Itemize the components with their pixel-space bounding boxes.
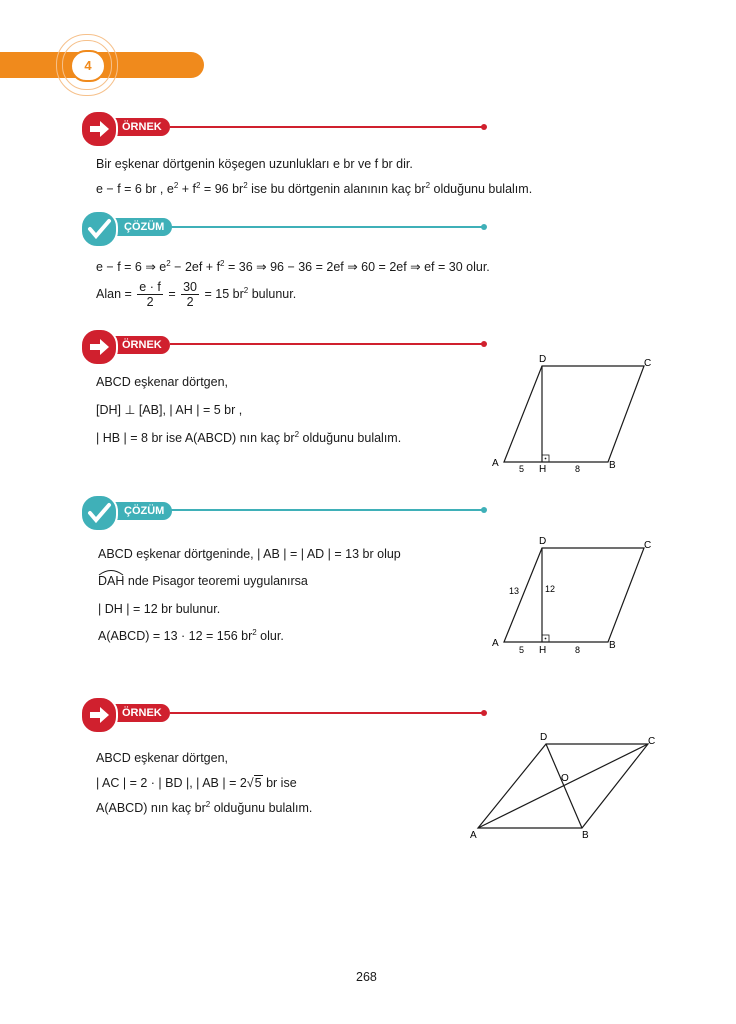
fraction-30: $\frac{30}{2}$: [183, 280, 198, 310]
vertex-b: B: [582, 830, 589, 841]
solution1-rule: [170, 226, 484, 228]
solution2-label: ÇÖZÜM: [124, 505, 165, 517]
example3-label: ÖRNEK: [122, 707, 162, 719]
example2-rule-dot: [481, 341, 487, 347]
example2-rule: [170, 343, 484, 345]
solution2-line4: A(ABCD) = 13 · 12 = 156 $br^2$ olur.: [98, 628, 284, 643]
vertex-a: A: [470, 830, 477, 841]
center-o: O: [561, 773, 569, 784]
solution2-rule: [170, 509, 484, 511]
arrow-icon: [80, 110, 118, 148]
example2-line1: ABCD eşkenar dörtgen,: [96, 375, 229, 389]
height-value: 12: [545, 584, 556, 594]
sqrt-symbol: √: [246, 776, 254, 790]
diagonal-bd: [546, 744, 582, 828]
solution2-rule-dot: [481, 507, 487, 513]
vertex-d: D: [540, 732, 548, 743]
segment-ah: 5: [519, 464, 525, 474]
rhombus-shape: [504, 548, 644, 642]
example3-line3: A(ABCD) nın kaç $br^2$ olduğunu bulalım.: [96, 800, 313, 815]
page-number: 268: [356, 970, 377, 984]
vertex-a: A: [492, 638, 499, 649]
example1-rule: [170, 126, 484, 128]
example2-label: ÖRNEK: [122, 339, 162, 351]
solution1-rule-dot: [481, 224, 487, 230]
check-icon: [80, 494, 118, 532]
rhombus-shape: [504, 366, 644, 462]
example3-rule-dot: [481, 710, 487, 716]
segment-hb: 8: [575, 464, 581, 474]
fraction-ef: $\frac{e \cdot f}{2}$: [139, 280, 161, 310]
diagonal-ac: [478, 744, 648, 828]
solution2-line2: DAH nde Pisagor teoremi uygulanırsa: [98, 573, 308, 589]
angle-dah: DAH: [98, 573, 124, 589]
example2-line3: | HB | = 8 br ise A(ABCD) nın kaç $br^2$ olduğunu bulalım.: [96, 430, 402, 445]
example3-rule: [170, 712, 484, 714]
arrow-icon: [80, 696, 118, 734]
solution1-label: ÇÖZÜM: [124, 221, 165, 233]
vertex-a: A: [492, 458, 499, 469]
segment-hb: 8: [575, 645, 581, 655]
example1-label: ÖRNEK: [122, 121, 162, 133]
check-icon: [80, 210, 118, 248]
solution1-area-line: Alan = $\frac{e \cdot f}{2}$ = $\frac{30}{2}$ = 15 $br^2$ bulunur.: [96, 280, 297, 310]
solution2-figure: [488, 534, 668, 664]
example2-figure: [488, 350, 668, 480]
vertex-b: B: [609, 640, 616, 651]
example1-rule-dot: [481, 124, 487, 130]
solution2-line1: ABCD eşkenar dörtgeninde, | AB | = | AD | = 13 br olup: [98, 547, 401, 561]
vertex-h: H: [539, 464, 547, 475]
unit-number-badge: [70, 50, 106, 82]
example1-line1: Bir eşkenar dörtgenin köşegen uzunlukları e br ve f br dir.: [96, 157, 413, 171]
vertex-b: B: [609, 460, 616, 471]
example3-figure: [466, 728, 666, 844]
solution2-line3: | DH | = 12 br bulunur.: [98, 602, 221, 616]
vertex-h: H: [539, 645, 547, 656]
vertex-c: C: [644, 358, 652, 369]
unit-number: 4: [84, 58, 92, 73]
vertex-c: C: [648, 736, 656, 747]
vertex-d: D: [539, 354, 547, 365]
solution1-line1: e − f = 6 ⇒ $e^2 - 2ef + f^2 = 36$ ⇒ 96 − 36 = 2ef ⇒ 60 = 2ef ⇒ ef = 30 olur.: [96, 259, 490, 274]
segment-ah: 5: [519, 645, 525, 655]
side-ad: 13: [509, 586, 520, 596]
vertex-c: C: [644, 540, 652, 551]
example2-line2: [DH] ⊥ [AB], | AH | = 5 br ,: [96, 403, 243, 417]
arrow-icon: [80, 328, 118, 366]
example1-line2: e − f = 6 br , $e^2 + f^2 = 96$ $br^2$ ise bu dörtgenin alanının kaç $br^2$ olduğunu bulalım.: [96, 181, 533, 196]
example3-line2: | AC | = 2 · | BD |, | AB | = 2√5 br ise: [96, 776, 297, 790]
vertex-d: D: [539, 536, 547, 547]
example3-line1: ABCD eşkenar dörtgen,: [96, 751, 229, 765]
